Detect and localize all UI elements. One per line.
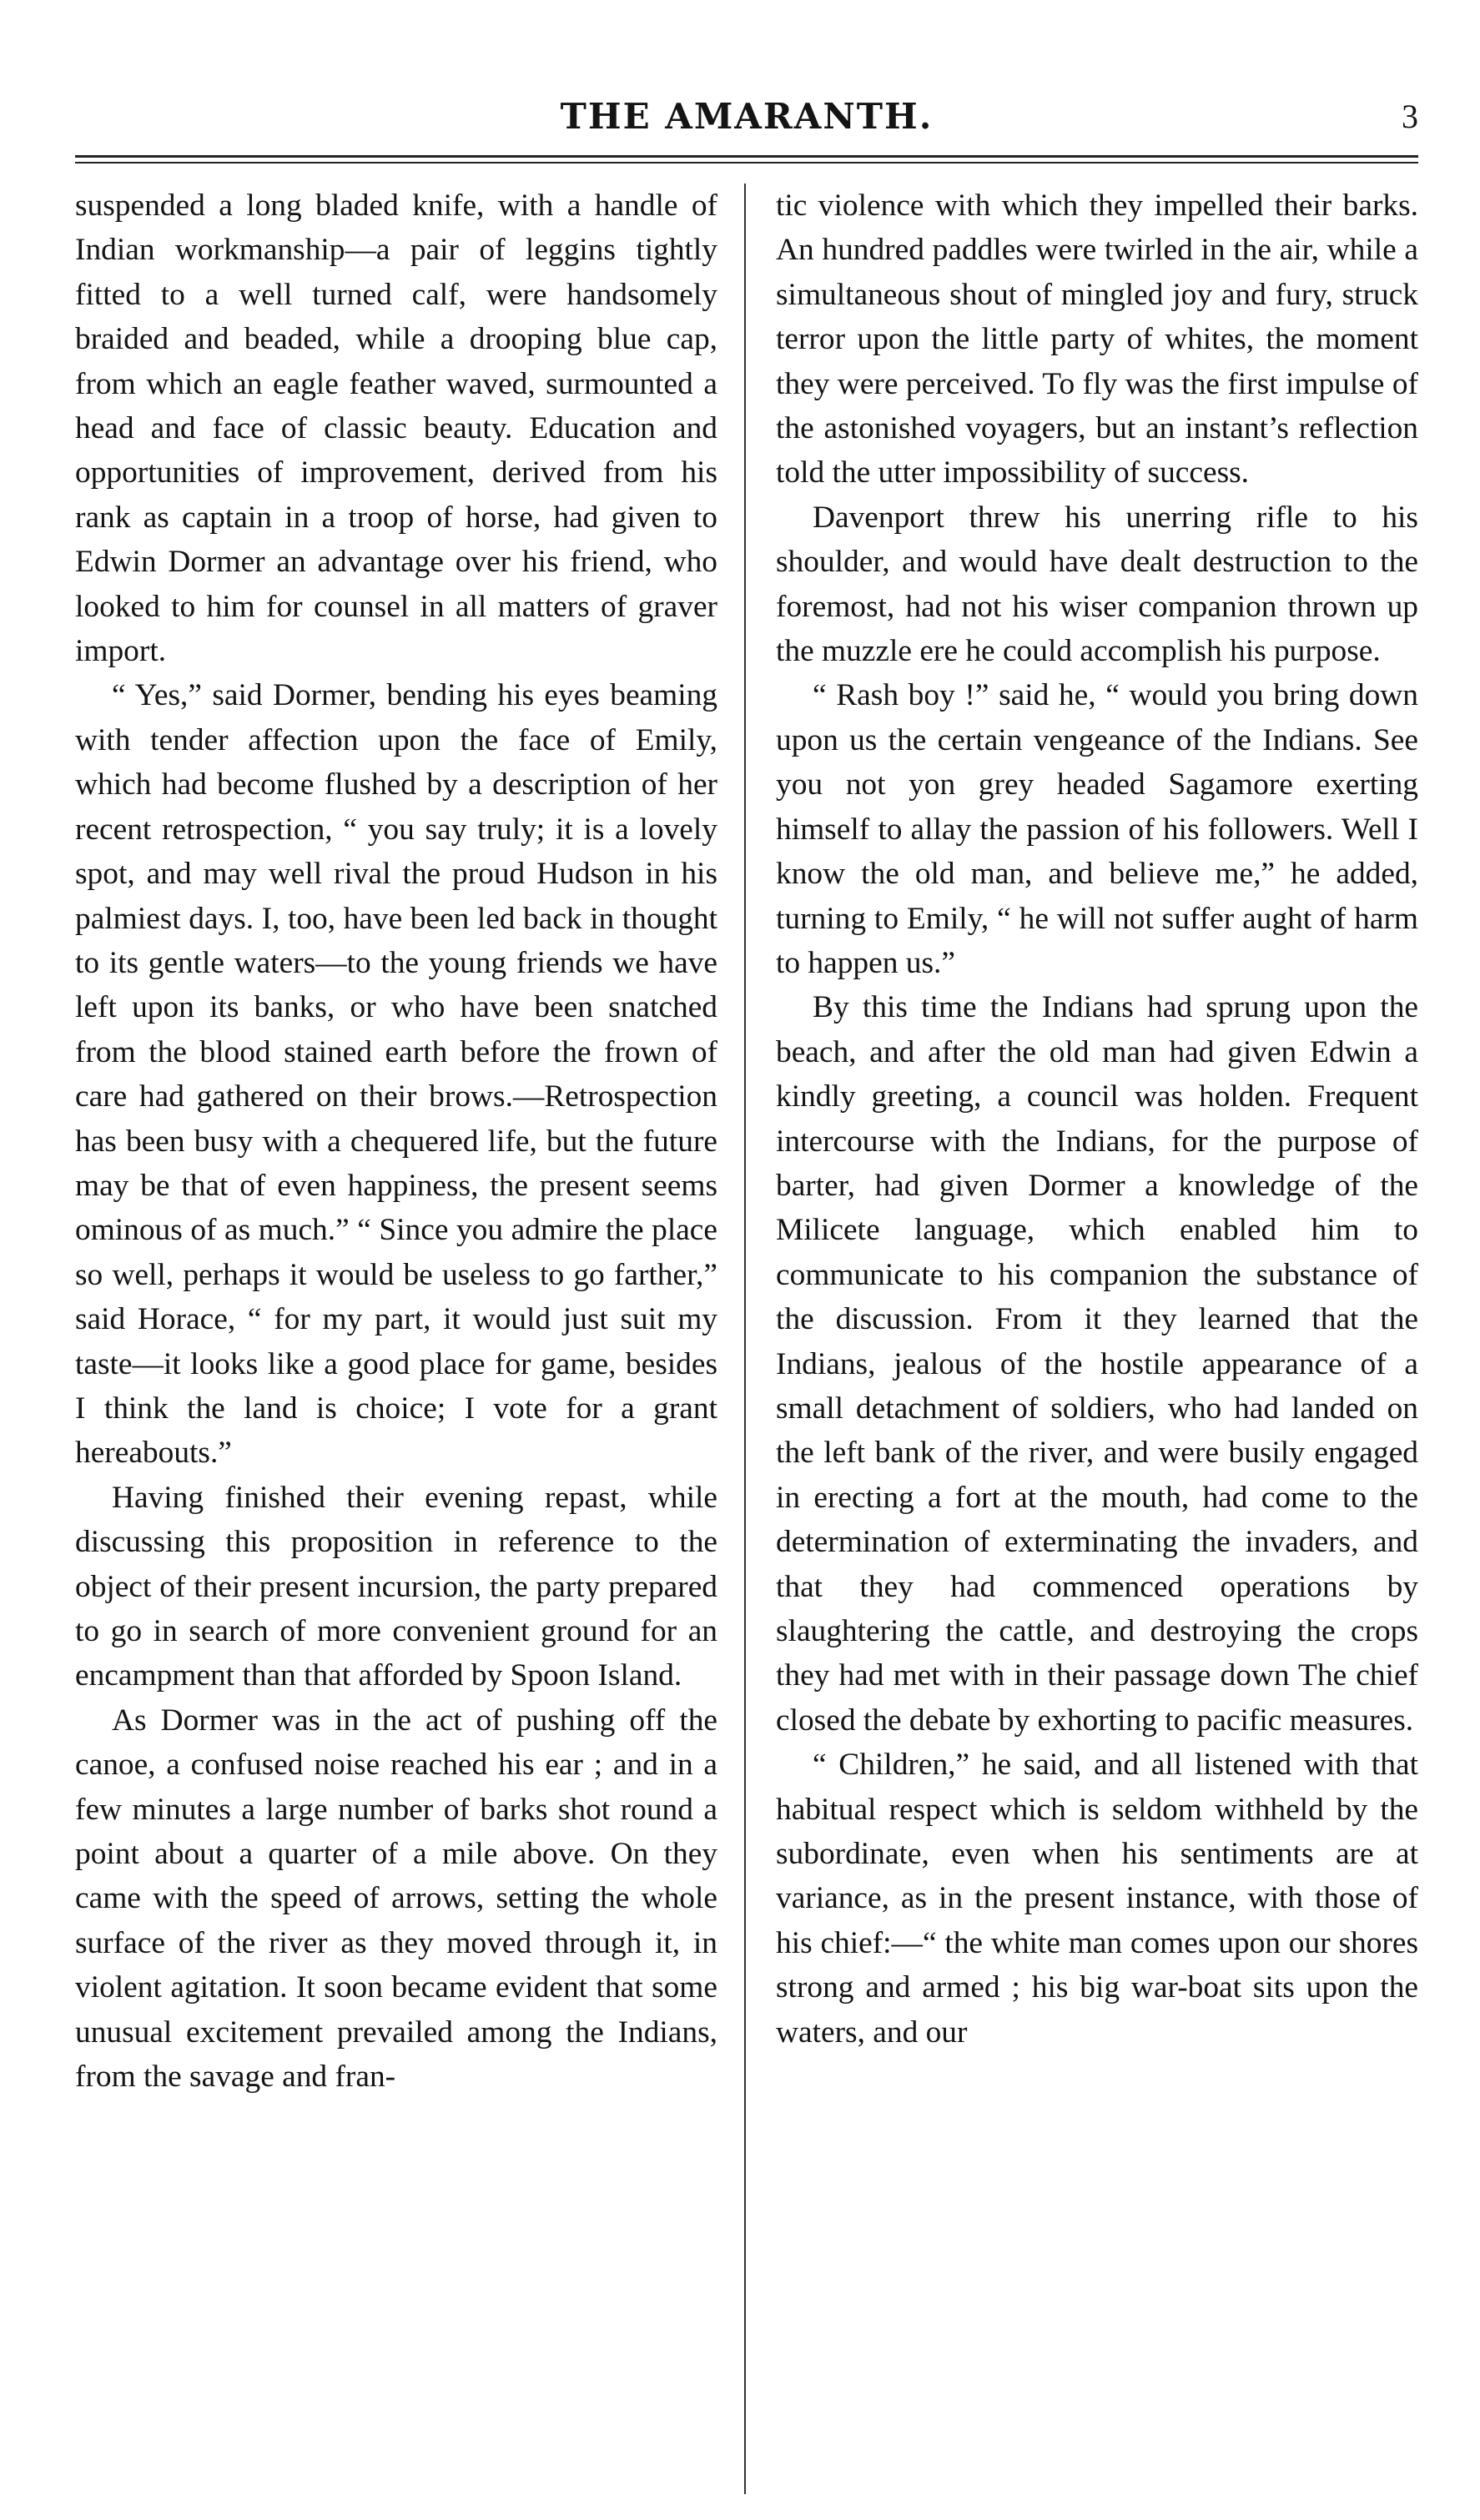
paragraph: By this time the Indians had sprung upon the beach, and after the old man had given Edwin a kindly greeting, a council was holden. Frequent intercourse with the Indians, for the purpose of barter, had given Dormer a knowledge of the Milicete language, which enabled him to communicate to his companion the substance of the discussion. From it they learned that the Indians, jealous of the hostile appearance of a small detachment of soldiers, who had landed on the left bank of the river, and were busily engaged in erecting a fort at the mouth, had come to the determination of exterminating the invaders, and that they had commenced operations by slaughtering the cattle, and destroying the crops they had met with in their passage down The chief closed the debate by exhorting to pacific measures. xyxy=(776,990,1418,1738)
text-columns xyxy=(75,184,1418,2099)
paragraph: “ Rash boy !” said he, “ would you bring down upon us the certain vengeance of the Indians. See you not yon grey headed Sagamore exerting himself to allay the passion of his followers. Well I know the old man, and believe me,” he added, turning to Emily, “ he will not suffer aught of harm to happen us.” xyxy=(776,678,1418,980)
running-header xyxy=(75,92,1418,158)
publication-title: THE AMARANTH. xyxy=(560,96,934,137)
right-column xyxy=(776,184,1418,2099)
paragraph: “ Yes,” said Dormer, bending his eyes beaming with tender affection upon the face of Emily, which had become flushed by a description of her recent retrospection, “ you say truly; it is a lovely spot, and may well rival the proud Hudson in his palmiest days. I, too, have been led back in thought to its gentle waters—to the young friends we have left upon its banks, or who have been snatched from the blood stained earth before the frown of care had gathered on their brows.—Retrospection has been busy with a chequered life, but the future may be that of even happiness, the present seems ominous of as much.” “ Since you admire the place so well, perhaps it would be useless to go farther,” said Horace, “ for my part, it would just suit my taste—it looks like a good place for game, besides I think the land is choice; I vote for a grant hereabouts.” xyxy=(75,678,717,1471)
paragraph: Having finished their evening repast, while discussing this proposition in reference to the object of their present incursion, the party prepared to go in search of more convenient ground for an encampment than that afforded by Spoon Island. xyxy=(75,1480,717,1693)
paragraph: As Dormer was in the act of pushing off the canoe, a confused noise reached his ear ; and in a few minutes a large number of barks shot round a point about a quarter of a mile above. On they came with the speed of arrows, setting the whole surface of the river as they moved through it, in violent agitation. It soon became evident that some unusual excitement prevailed among the Indians, from the savage and fran- xyxy=(75,1703,717,2095)
page-number: 3 xyxy=(1402,98,1418,135)
header-rule-thin xyxy=(75,162,1418,163)
paragraph: Davenport threw his unerring rifle to his shoulder, and would have dealt destruction to the foremost, had not his wiser companion thrown up the muzzle ere he could accomplish his purpose. xyxy=(776,500,1418,669)
page xyxy=(75,92,1418,2511)
header-rule-thick xyxy=(75,155,1418,158)
paragraph: tic violence with which they impelled their barks. An hundred paddles were twirled in the air, while a simultaneous shout of mingled joy and fury, struck terror upon the little party of whites, the moment they were perceived. To fly was the first impulse of the astonished voyagers, but an instant’s reflection told the utter impossibility of success. xyxy=(776,189,1418,490)
paragraph: “ Children,” he said, and all listened with that habitual respect which is seldom withheld by the subordinate, even when his sentiments are at variance, as in the present instance, with those of his chief:—“ the white man comes upon our shores strong and armed ; his big war-boat sits upon the waters, and our xyxy=(776,1748,1418,2050)
paragraph: suspended a long bladed knife, with a handle of Indian workmanship—a pair of leggins tightly fitted to a well turned calf, were handsomely braided and beaded, while a drooping blue cap, from which an eagle feather waved, surmounted a head and face of classic beauty. Education and opportunities of improvement, derived from his rank as captain in a troop of horse, had given to Edwin Dormer an advantage over his friend, who looked to him for counsel in all matters of graver import. xyxy=(75,189,717,669)
left-column xyxy=(75,184,717,2099)
